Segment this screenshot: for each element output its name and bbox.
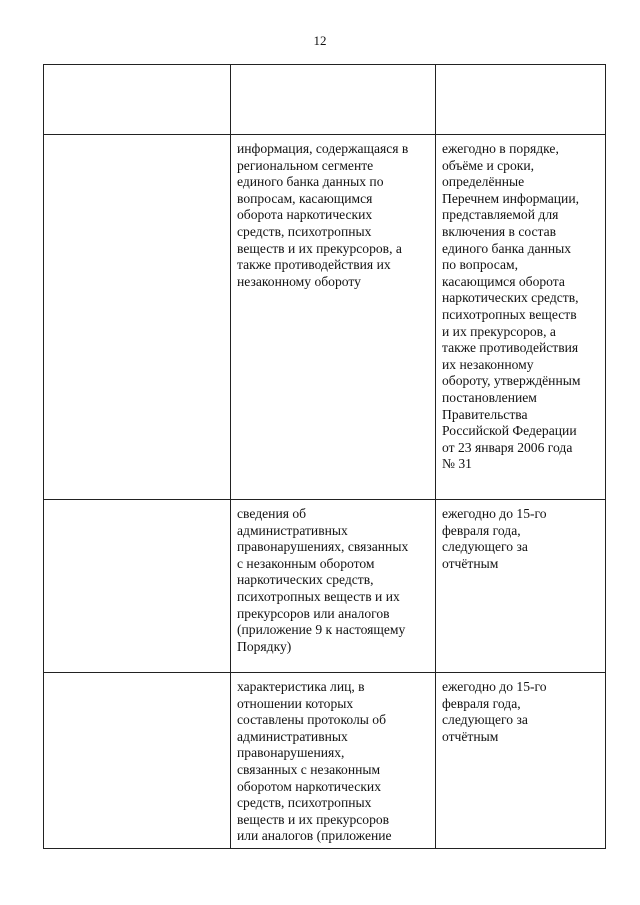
deadline-cell: ежегодно до 15-го февраля года, следующего за отчётным xyxy=(436,673,606,849)
reporting-table xyxy=(43,64,606,849)
deadline-cell: ежегодно до 15-го февраля года, следующего за отчётным xyxy=(436,500,606,673)
info-description-cell: характеристика лиц, в отношении которых составлены протоколы об административных правонарушениях, связанных с незаконным оборотом наркотических средств, психотропных веществ и их прекурсоров или аналогов (приложение xyxy=(231,673,436,849)
table-row xyxy=(44,135,606,500)
table-row xyxy=(44,500,606,673)
info-description-cell: информация, содержащаяся в региональном сегменте единого банка данных по вопросам, касающимся оборота наркотических средств, психотропных веществ и их прекурсоров, а также противодействия их незаконному обороту xyxy=(231,135,436,500)
info-description-cell: сведения об административных правонарушениях, связанных с незаконным оборотом наркотических средств, психотропных веществ и их прекурсоров или аналогов (приложение 9 к настоящему Порядку) xyxy=(231,500,436,673)
deadline-cell: ежегодно в порядке, объёме и сроки, определённые Перечнем информации, представляемой для включения в состав единого банка данных по вопросам, касающимся оборота наркотических средств, психотропных веществ и их прекурсоров, а также противодействия их незаконному обороту, утверждённым постановлением Правительства Российской Федерации от 23 января 2006 года № 31 xyxy=(436,135,606,500)
table-cell xyxy=(436,65,606,135)
table-cell xyxy=(231,65,436,135)
table-cell xyxy=(44,65,231,135)
page-number: 12 xyxy=(313,33,327,48)
table-cell xyxy=(44,673,231,849)
table-cell xyxy=(44,500,231,673)
table-row xyxy=(44,673,606,849)
table-cell xyxy=(44,135,231,500)
table-row xyxy=(44,65,606,135)
